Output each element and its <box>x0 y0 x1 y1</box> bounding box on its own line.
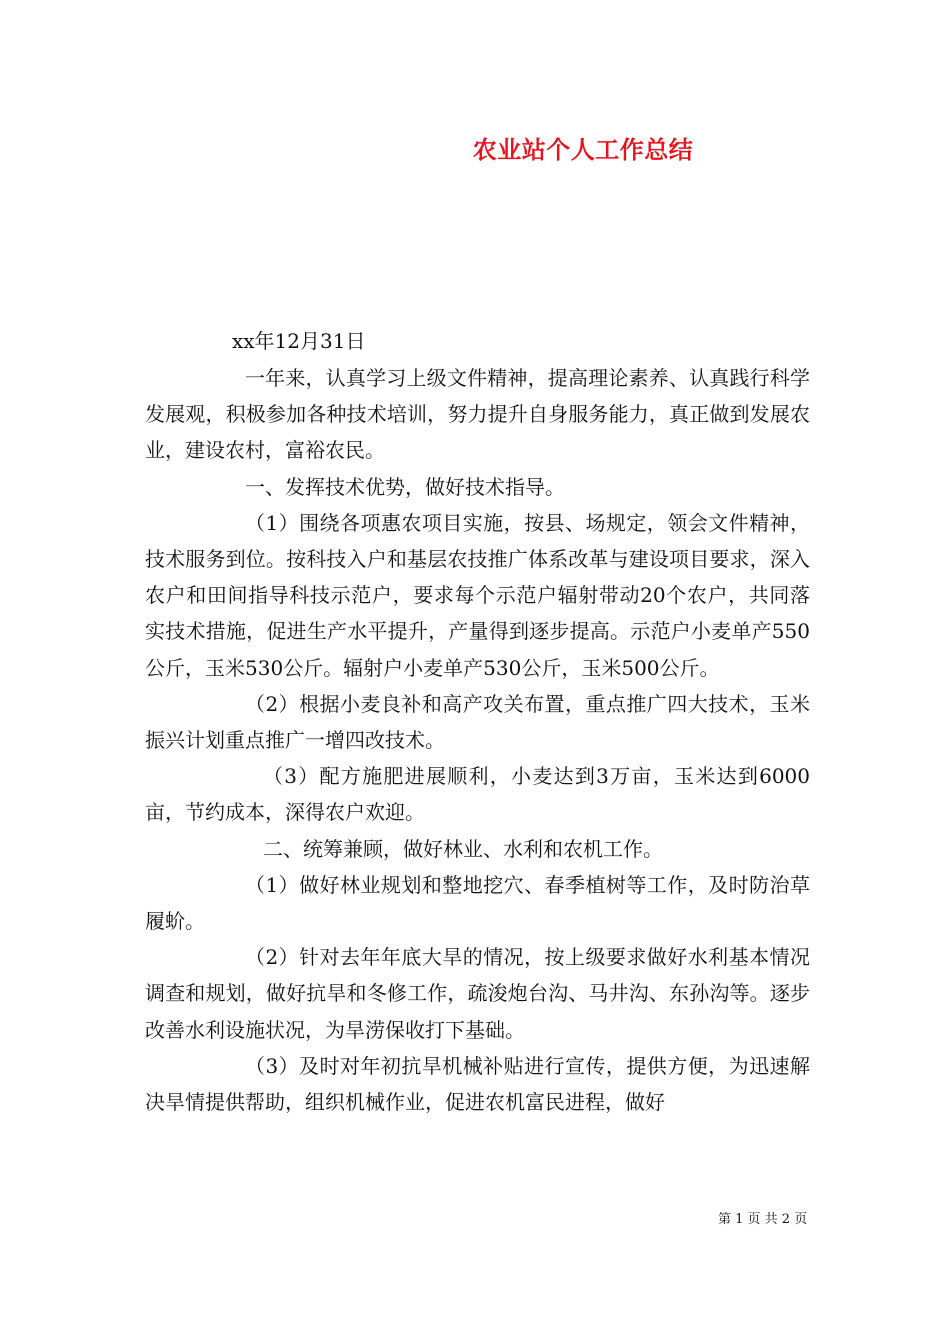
section-heading-2: 二、统筹兼顾，做好林业、水利和农机工作。 <box>263 836 663 861</box>
document-title: 农业站个人工作总结 <box>472 135 694 164</box>
section-heading-1: 一、发挥技术优势，做好技术指导。 <box>245 474 565 499</box>
paragraph-intro: 一年来，认真学习上级文件精神，提高理论素养、认真践行科学发展观，积极参加各种技术培训，努力提升自身服务能力，真正做到发展农业，建设农村，富裕农民。 <box>145 366 810 463</box>
paragraph-2-2: （2）针对去年年底大旱的情况，按上级要求做好水利基本情况调查和规划，做好抗旱和冬修工作，疏浚炮台沟、马井沟、东孙沟等。逐步改善水利设施状况，为旱涝保收打下基础。 <box>145 945 810 1042</box>
paragraph-2-1: （1）做好林业规划和整地挖穴、春季植树等工作，及时防治草履蚧。 <box>145 872 810 934</box>
paragraph-1-3: （3）配方施肥进展顺利，小麦达到3万亩，玉米达到6000亩，节约成本，深得农户欢迎。 <box>145 764 810 825</box>
page-footer: 第 1 页 共 2 页 <box>718 1212 808 1227</box>
paragraph-2-3: （3）及时对年初抗旱机械补贴进行宣传，提供方便，为迅速解决旱情提供帮助，组织机械作业，促进农机富民进程，做好 <box>145 1053 810 1115</box>
document-date: xx年12月31日 <box>232 329 366 353</box>
paragraph-1-2: （2）根据小麦良补和高产攻关布置，重点推广四大技术，玉米振兴计划重点推广一增四改技术。 <box>145 691 810 753</box>
paragraph-1-1: （1）围绕各项惠农项目实施，按县、场规定，领会文件精神，技术服务到位。按科技入户和基层农技推广体系改革与建设项目要求，深入农户和田间指导科技示范户，要求每个示范户辐射带动20个农户，共同落实技术措施，促进生产水平提升，产量得到逐步提高。示范户小麦单产550公斤，玉米530公斤。辐射户小麦单产530公斤，玉米500公斤。 <box>145 510 810 680</box>
document-body <box>145 360 810 1120</box>
